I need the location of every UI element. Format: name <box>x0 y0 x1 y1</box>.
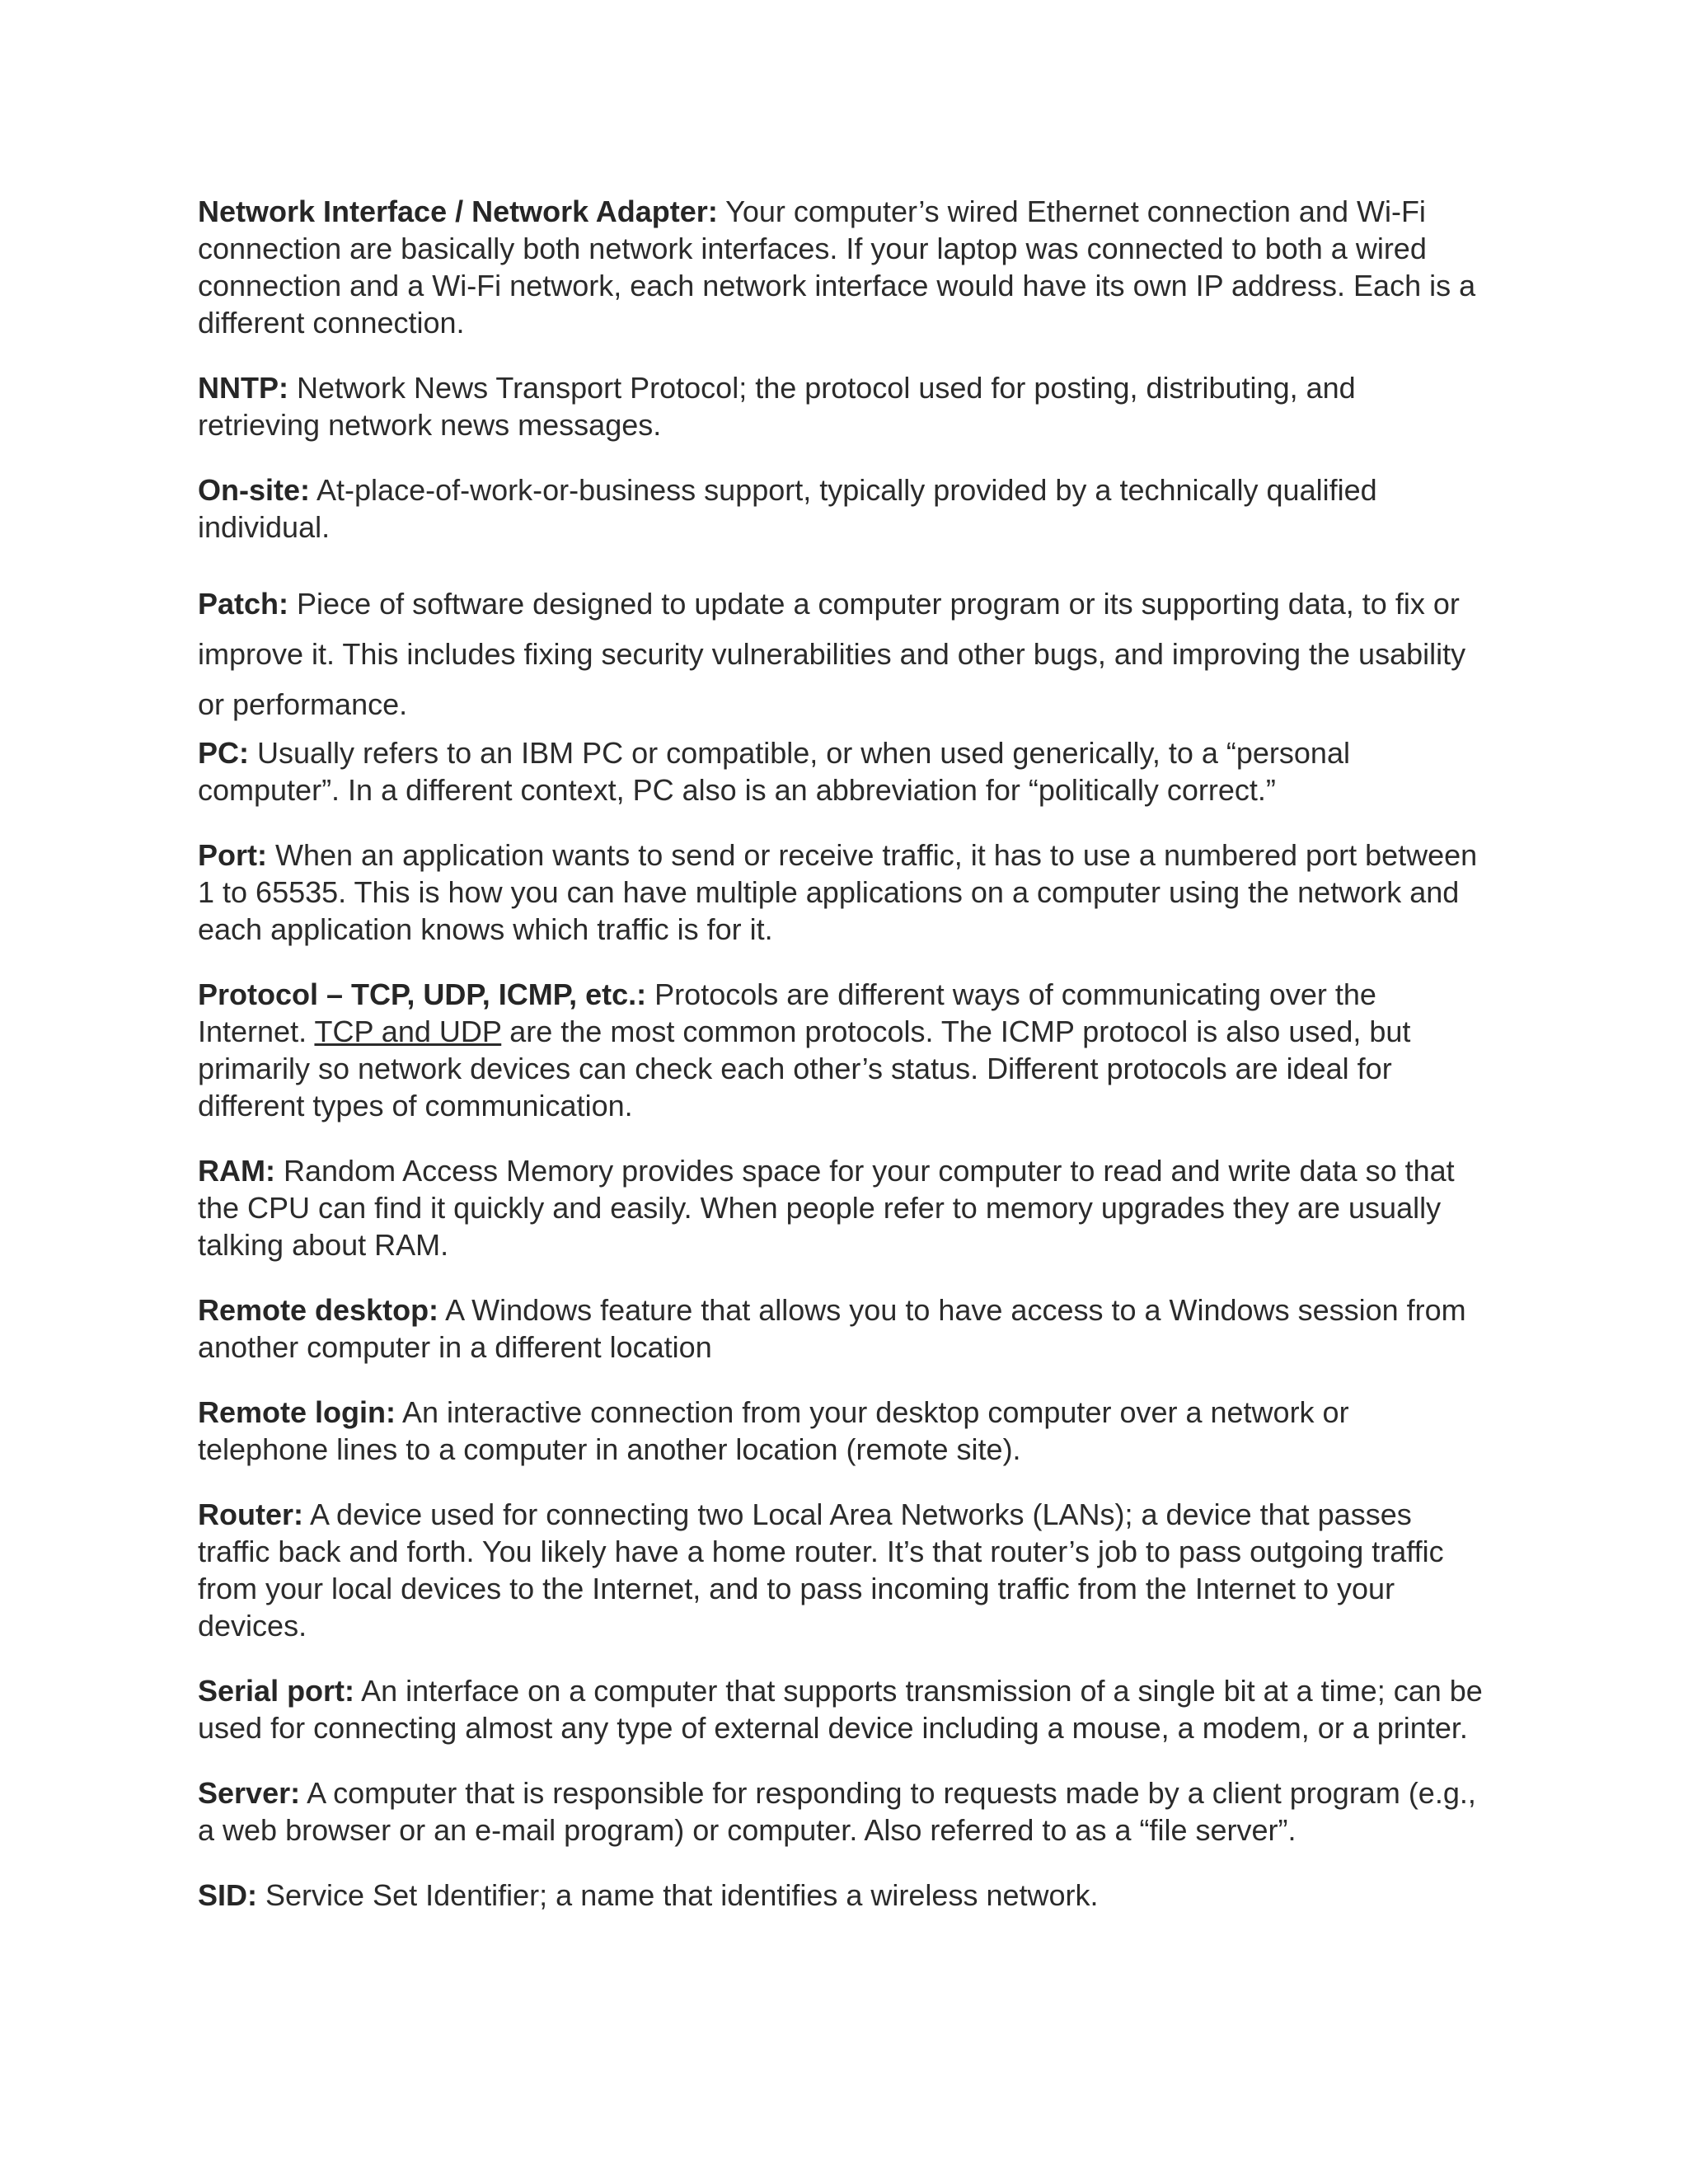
glossary-term: Port: <box>198 838 267 872</box>
glossary-definition: A Windows feature that allows you to have access to a Windows session from another computer in a different location <box>198 1293 1466 1364</box>
glossary-term: RAM: <box>198 1154 275 1188</box>
tcp-udp-link[interactable]: TCP and UDP <box>314 1015 502 1048</box>
glossary-definition: are the most common protocols. The ICMP protocol is also used, but primarily so network devices can check each other’s status. Different protocols are ideal for different types of communication. <box>198 1015 1411 1122</box>
glossary-term: Serial port: <box>198 1674 355 1708</box>
glossary-definition: Random Access Memory provides space for your computer to read and write data so that the CPU can find it quickly and easily. When people refer to memory upgrades they are usually talking about RAM. <box>198 1154 1455 1262</box>
glossary-definition: An interface on a computer that supports transmission of a single bit at a time; can be used for connecting almost any type of external device including a mouse, a modem, or a printer. <box>198 1674 1483 1745</box>
glossary-term: Patch: <box>198 587 289 621</box>
glossary-entry-remote-login <box>198 1394 1484 1468</box>
glossary-definition: Network News Transport Protocol; the protocol used for posting, distributing, and retrieving network news messages. <box>198 371 1356 442</box>
glossary-entry-server <box>198 1774 1484 1849</box>
glossary-entry-network-interface <box>198 193 1484 341</box>
glossary-definition: Usually refers to an IBM PC or compatible, or when used generically, to a “personal computer”. In a different context, PC also is an abbreviation for “politically correct.” <box>198 736 1350 807</box>
glossary-term: Remote desktop: <box>198 1293 439 1327</box>
glossary-definition: Service Set Identifier; a name that identifies a wireless network. <box>265 1878 1099 1912</box>
glossary-entry-port <box>198 837 1484 948</box>
glossary-definition: A computer that is responsible for responding to requests made by a client program (e.g., a web browser or an e-mail program) or computer. Also referred to as a “file server”. <box>198 1776 1476 1847</box>
glossary-entry-serial-port <box>198 1672 1484 1746</box>
glossary-term: NNTP: <box>198 371 288 405</box>
glossary-definition: An interactive connection from your desktop computer over a network or telephone lines to a computer in another location (remote site). <box>198 1395 1349 1466</box>
glossary-entry-patch <box>198 579 1484 729</box>
glossary-term: Router: <box>198 1497 303 1531</box>
glossary-entry-nntp <box>198 369 1484 443</box>
glossary-definition: A device used for connecting two Local Area Networks (LANs); a device that passes traffic back and forth. You likely have a home router. It’s that router’s job to pass outgoing traffic from your local devices to the Internet, and to pass incoming traffic from the Internet to your devices. <box>198 1497 1444 1643</box>
glossary-entry-pc <box>198 734 1484 808</box>
glossary-term: On-site: <box>198 473 311 507</box>
glossary-entry-remote-desktop <box>198 1291 1484 1366</box>
glossary-definition: Protocols are different ways of communicating over the Internet. <box>198 977 1376 1048</box>
glossary-term: Network Interface / Network Adapter: <box>198 194 718 228</box>
glossary-entry-protocol <box>198 976 1484 1124</box>
glossary-term: Remote login: <box>198 1395 396 1429</box>
glossary-term: SID: <box>198 1878 257 1912</box>
glossary-entry-sid <box>198 1877 1484 1914</box>
glossary-definition: Piece of software designed to update a computer program or its supporting data, to fix or improve it. This includes fixing security vulnerabilities and other bugs, and improving the usability or performance. <box>198 587 1466 721</box>
glossary-definition: Your computer’s wired Ethernet connection and Wi-Fi connection are basically both network interfaces. If your laptop was connected to both a wired connection and a Wi-Fi network, each network interface would have its own IP address. Each is a different connection. <box>198 194 1476 340</box>
glossary-page <box>198 193 1484 1942</box>
glossary-entry-ram <box>198 1152 1484 1263</box>
glossary-entry-on-site <box>198 471 1484 546</box>
glossary-definition: At-place-of-work-or-business support, typically provided by a technically qualified individual. <box>198 473 1377 544</box>
glossary-term: Protocol – TCP, UDP, ICMP, etc.: <box>198 977 647 1011</box>
glossary-entry-router <box>198 1496 1484 1644</box>
glossary-term: PC: <box>198 736 249 770</box>
glossary-term: Server: <box>198 1776 301 1810</box>
glossary-definition: When an application wants to send or receive traffic, it has to use a numbered port between 1 to 65535. This is how you can have multiple applications on a computer using the network and each application knows which traffic is for it. <box>198 838 1478 946</box>
